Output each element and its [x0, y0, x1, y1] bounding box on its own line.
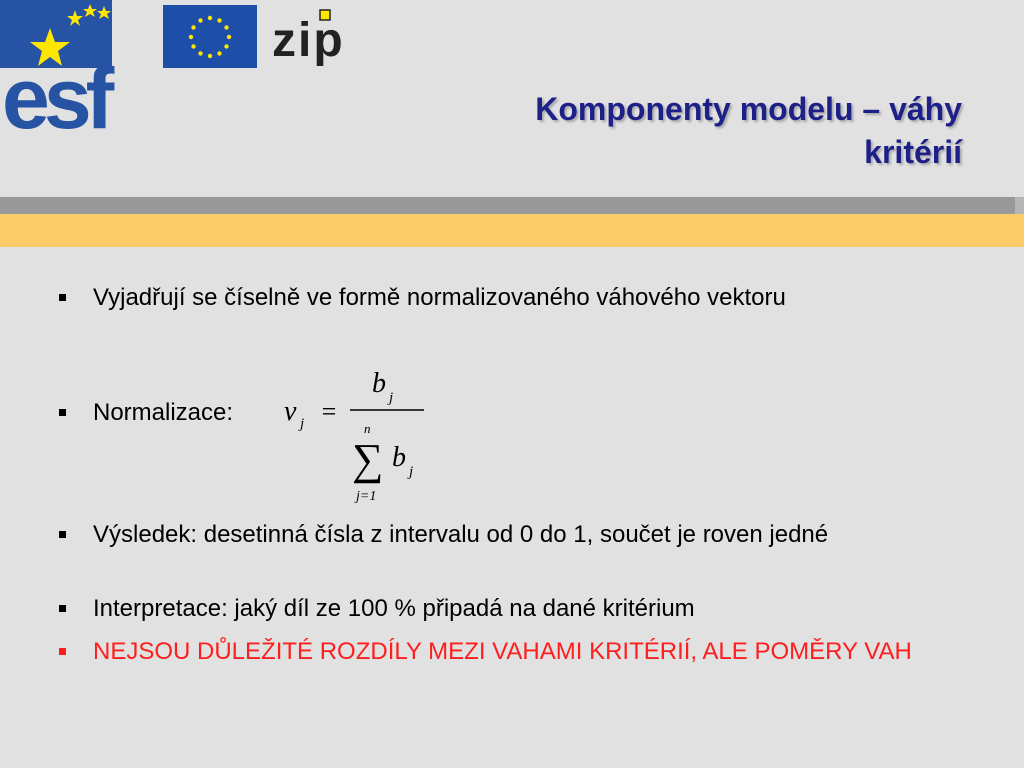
header-divider-gray-cap — [1015, 197, 1024, 214]
formula-lhs-var: v — [284, 396, 297, 427]
formula-sum-lower: j=1 — [356, 489, 377, 504]
esf-logo — [0, 0, 150, 132]
formula-num-var: b — [372, 368, 386, 399]
bullet-marker — [59, 294, 66, 301]
bullet-marker — [59, 605, 66, 612]
slide-title-line-2: kritérií — [864, 133, 962, 170]
bullet-marker — [59, 648, 66, 655]
header-divider-yellow — [0, 214, 1024, 247]
bullet-text: Normalizace: — [93, 399, 234, 426]
bullet-item — [56, 591, 973, 626]
bullet-text: Vyjadřují se číselně ve formě normalizovaného váhového vektoru — [93, 284, 786, 311]
bullet-item — [56, 517, 973, 552]
formula-den-sub: j — [409, 464, 414, 480]
header-divider-gray — [0, 197, 1015, 214]
formula-num-sub: j — [389, 390, 394, 406]
bullet-marker — [59, 531, 66, 538]
zip-logo — [272, 8, 372, 70]
bullet-text: NEJSOU DŮLEŽITÉ ROZDÍLY MEZI VAHAMI KRITÉRIÍ, ALE POMĚRY VAH — [93, 638, 912, 665]
formula-equals: = — [320, 397, 338, 426]
slide-title-line-1: Komponenty modelu – váhy — [535, 91, 962, 127]
bullet-marker — [59, 409, 66, 416]
bullet-text: Interpretace: jaký díl ze 100 % připadá na dané kritérium — [93, 595, 695, 622]
bullet-text: Výsledek: desetinná čísla z intervalu od 0 do 1, součet je roven jedné — [93, 521, 829, 548]
bullet-item-highlight — [56, 634, 973, 669]
formula-sum-upper: n — [364, 421, 371, 436]
esf-logo-text: esf — [2, 51, 109, 132]
bullet-item — [56, 280, 973, 315]
bullet-item — [56, 395, 973, 430]
zip-logo-text: zip — [272, 14, 345, 67]
formula-sum-symbol: ∑ — [352, 435, 384, 484]
normalization-formula — [280, 362, 440, 512]
formula-lhs-sub: j — [300, 416, 305, 432]
formula-den-var: b — [392, 442, 406, 473]
eu-flag-icon — [163, 5, 257, 68]
slide-title — [535, 88, 962, 173]
